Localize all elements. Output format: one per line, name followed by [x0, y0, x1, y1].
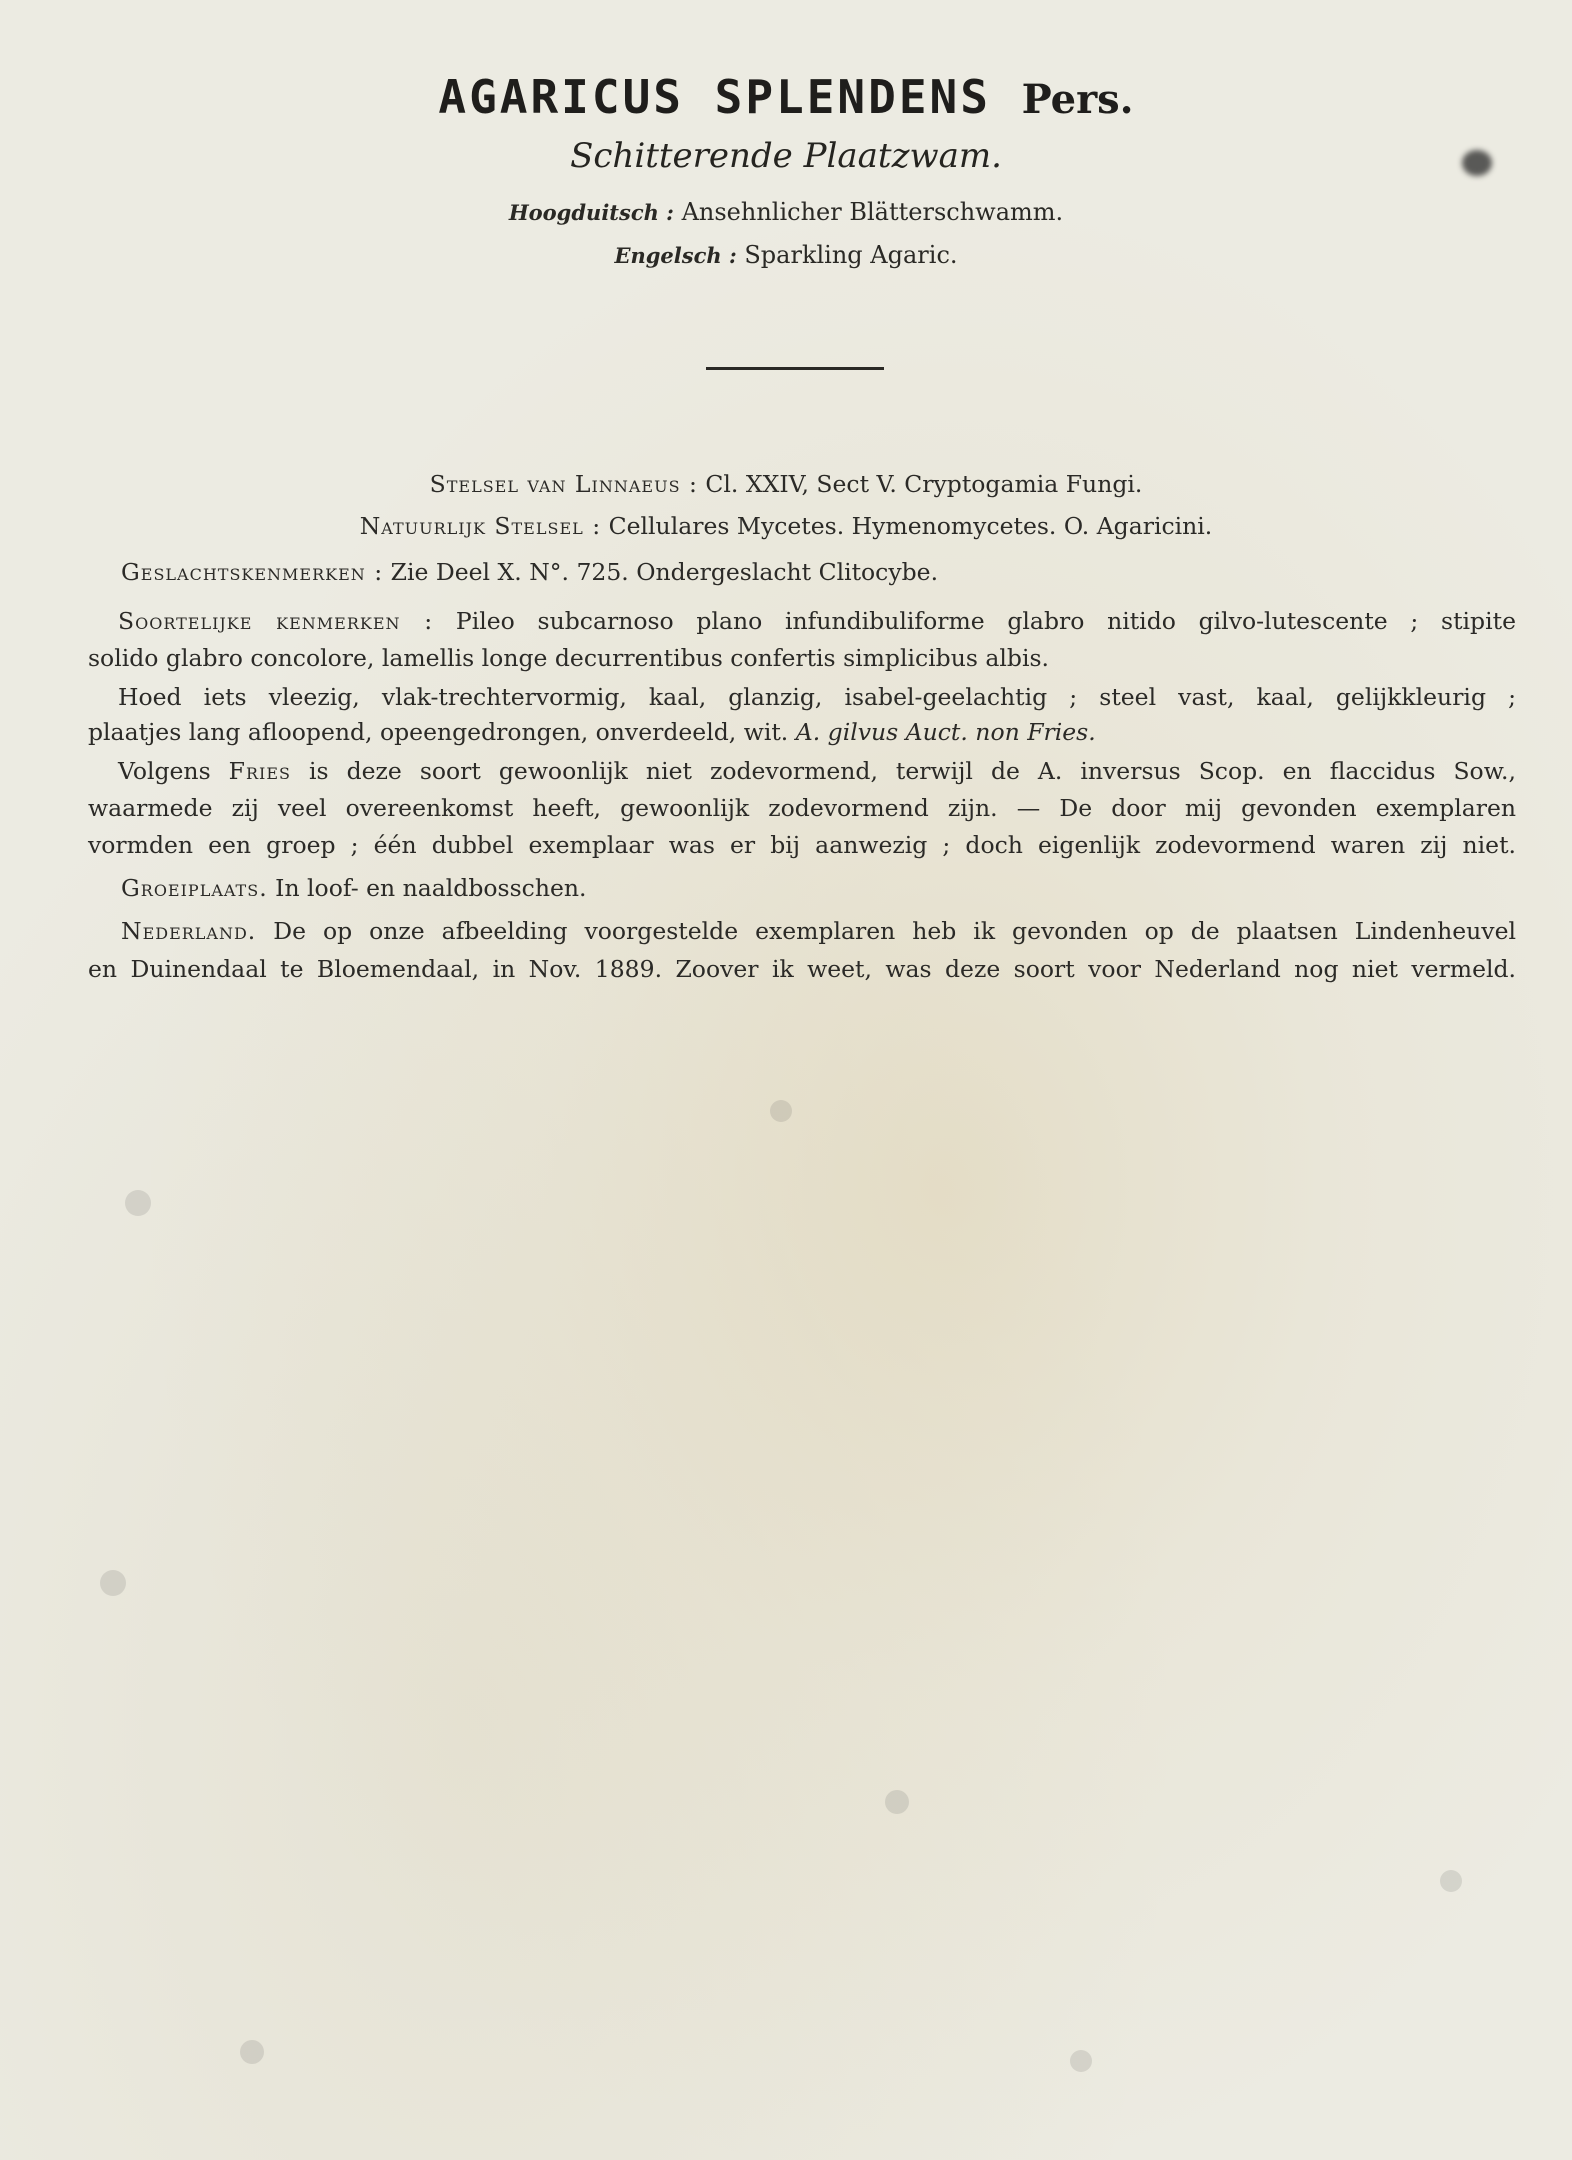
- foxing-spot: [240, 2040, 264, 2064]
- foxing-spot: [1440, 1870, 1462, 1892]
- remarks-text-2: waarmede zij veel overeenkomst heeft, gewoonlijk zodevormend zijn. — De door mij gevonden exemplaren: [88, 794, 1516, 822]
- alias-english: [0, 241, 1572, 269]
- netherlands-text-1: De op onze afbeelding voorgestelde exemplaren heb ik gevonden op de plaatsen Lindenheuvel: [273, 917, 1516, 945]
- habitat-line: [121, 874, 587, 902]
- netherlands-label: Nederland.: [121, 917, 257, 945]
- alias-lang: Hoogduitsch :: [508, 200, 674, 225]
- foxing-spot: [1070, 2050, 1092, 2072]
- foxing-spot: [885, 1790, 909, 1814]
- natural-label: Natuurlijk Stelsel :: [359, 512, 602, 540]
- foxing-spot: [770, 1100, 792, 1122]
- genus-label: Geslachtskenmerken :: [121, 558, 384, 586]
- title-author: Pers.: [1021, 76, 1134, 123]
- species-line-1: [118, 607, 1516, 635]
- natural-text: Cellulares Mycetes. Hymenomycetes. O. Agaricini.: [608, 512, 1213, 540]
- linnaeus-label: Stelsel van Linnaeus :: [429, 470, 698, 498]
- alias-name: Ansehnlicher Blätterschwamm.: [681, 198, 1064, 226]
- alias-lang: Engelsch :: [614, 243, 737, 268]
- netherlands-line-1: [121, 917, 1516, 945]
- species-line-2: [88, 644, 1050, 672]
- remarks-word: Volgens: [118, 757, 211, 785]
- description-text-1: Hoed iets vleezig, vlak-trechtervormig, kaal, glanzig, isabel-geelachtig ; steel vast, kaal, gelijkkleurig ;: [118, 683, 1516, 711]
- page-subtitle: Schitterende Plaatzwam.: [570, 136, 1002, 176]
- remarks-author: Fries: [228, 757, 291, 785]
- linnaeus-text: Cl. XXIV, Sect V. Cryptogamia Fungi.: [705, 470, 1143, 498]
- description-text-2: plaatjes lang afloopend, opeengedrongen, onverdeeld, wit.: [88, 718, 789, 746]
- natural-system-line: [0, 512, 1572, 540]
- remarks-text-1: is deze soort gewoonlijk niet zodevormend, terwijl de A. inversus Scop. en flaccidus Sow.,: [308, 757, 1516, 785]
- foxing-spot: [100, 1570, 126, 1596]
- netherlands-text-2: en Duinendaal te Bloemendaal, in Nov. 1889. Zoover ik weet, was deze soort voor Nederland nog niet vermeld.: [88, 955, 1516, 983]
- netherlands-line-2: [88, 955, 1516, 983]
- divider-rule: [706, 367, 884, 370]
- description-line-1: [118, 683, 1516, 711]
- remarks-line-1: [118, 757, 1516, 785]
- description-line-2: [88, 718, 1096, 746]
- species-text-1: Pileo subcarnoso plano infundibuliforme glabro nitido gilvo-lutescente ; stipite: [455, 607, 1516, 635]
- synonym-text: A. gilvus Auct. non Fries.: [795, 718, 1096, 746]
- alias-german: [0, 198, 1572, 226]
- page-title: [0, 70, 1572, 124]
- remarks-line-3: [88, 831, 1516, 859]
- remarks-line-2: [88, 794, 1516, 822]
- foxing-spot: [125, 1190, 151, 1216]
- title-name: AGARICUS SPLENDENS: [438, 70, 991, 124]
- linnaeus-line: [0, 470, 1572, 498]
- species-label: Soortelijke kenmerken :: [118, 607, 434, 635]
- alias-name: Sparkling Agaric.: [744, 241, 958, 269]
- genus-text: Zie Deel X. N°. 725. Ondergeslacht Clitocybe.: [390, 558, 939, 586]
- genus-line: [121, 558, 939, 586]
- species-text-2: solido glabro concolore, lamellis longe decurrentibus confertis simplicibus albis.: [88, 644, 1050, 672]
- remarks-text-3: vormden een groep ; één dubbel exemplaar was er bij aanwezig ; doch eigenlijk zodevormend waren zij niet.: [88, 831, 1516, 859]
- habitat-label: Groeiplaats.: [121, 874, 268, 902]
- habitat-text: In loof- en naaldbosschen.: [275, 874, 587, 902]
